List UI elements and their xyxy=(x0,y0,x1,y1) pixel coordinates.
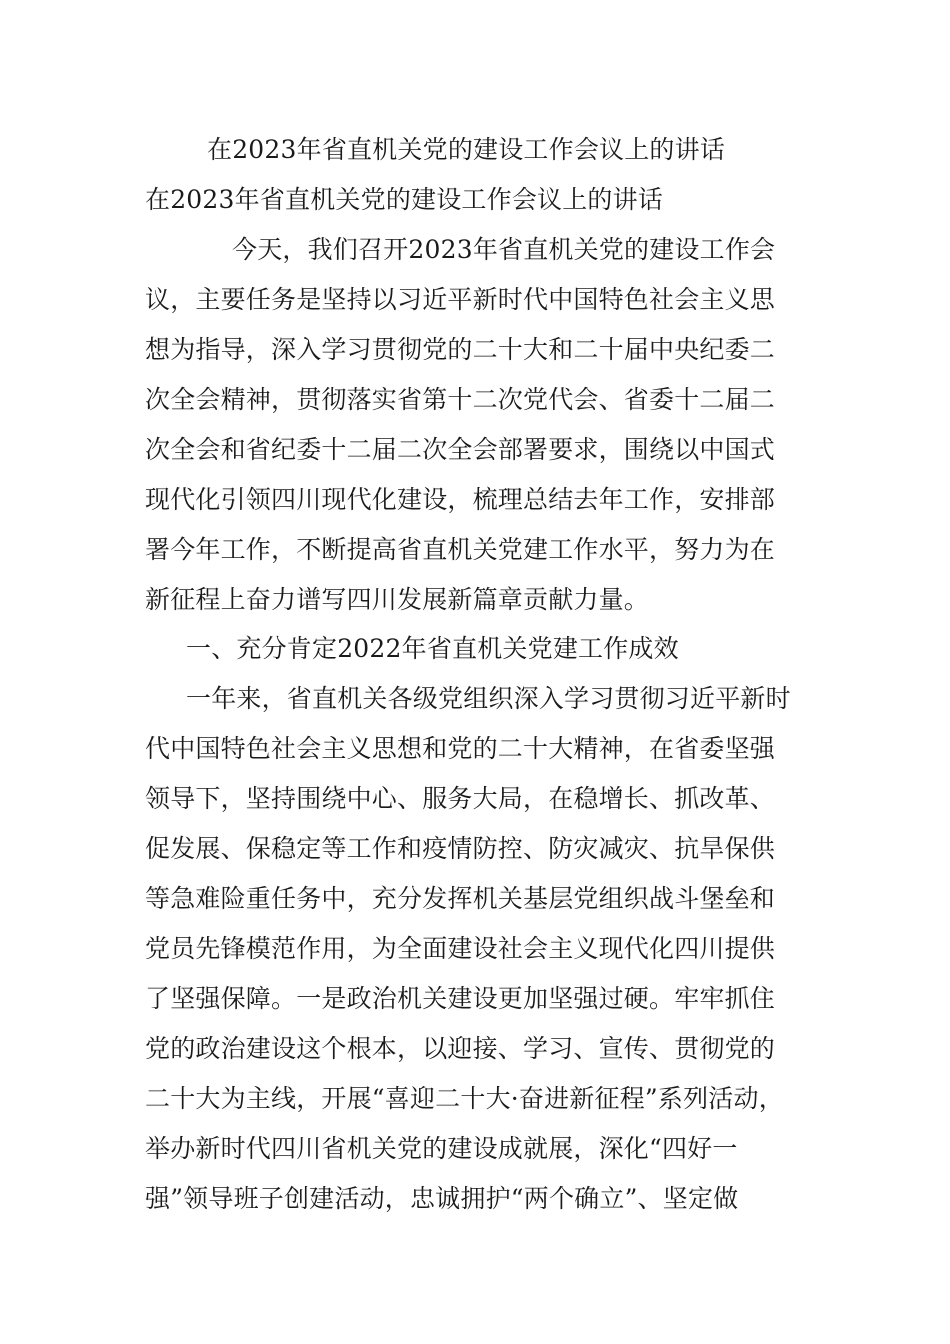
paragraph-line: 署今年工作，不断提高省直机关党建工作水平，努力为在 xyxy=(145,535,776,564)
paragraph-line: 一年来，省直机关各级党组织深入学习贯彻习近平新时 xyxy=(186,684,791,713)
paragraph-line: 强”领导班子创建活动，忠诚拥护“两个确立”、坚定做 xyxy=(145,1184,739,1213)
paragraph-line: 党员先锋模范作用，为全面建设社会主义现代化四川提供 xyxy=(145,934,776,963)
paragraph-line: 新征程上奋力谱写四川发展新篇章贡献力量。 xyxy=(145,585,650,614)
paragraph-line: 促发展、保稳定等工作和疫情防控、防灾减灾、抗旱保供 xyxy=(145,834,776,863)
paragraph-line: 次全会精神，贯彻落实省第十二次党代会、省委十二届二 xyxy=(145,385,776,414)
paragraph-line: 等急难险重任务中，充分发挥机关基层党组织战斗堡垒和 xyxy=(145,884,776,913)
paragraph-line: 领导下，坚持围绕中心、服务大局，在稳增长、抓改革、 xyxy=(145,784,776,813)
paragraph-line: 今天，我们召开2023年省直机关党的建设工作会 xyxy=(232,235,776,264)
paragraph-line: 二十大为主线，开展“喜迎二十大·奋进新征程”系列活动， xyxy=(145,1084,784,1113)
paragraph-line: 举办新时代四川省机关党的建设成就展，深化“四好一 xyxy=(145,1134,738,1163)
paragraph-line: 现代化引领四川现代化建设，梳理总结去年工作，安排部 xyxy=(145,485,776,514)
paragraph-line: 议，主要任务是坚持以习近平新时代中国特色社会主义思 xyxy=(145,285,776,314)
document-title-centered: 在2023年省直机关党的建设工作会议上的讲话 xyxy=(207,135,726,164)
document-title: 在2023年省直机关党的建设工作会议上的讲话 xyxy=(145,185,664,214)
paragraph-line: 党的政治建设这个根本，以迎接、学习、宣传、贯彻党的 xyxy=(145,1034,776,1063)
paragraph-line: 代中国特色社会主义思想和党的二十大精神，在省委坚强 xyxy=(145,734,776,763)
paragraph-line: 次全会和省纪委十二届二次全会部署要求，围绕以中国式 xyxy=(145,435,776,464)
paragraph-line: 了坚强保障。一是政治机关建设更加坚强过硬。牢牢抓住 xyxy=(145,984,776,1013)
section-heading: 一、充分肯定2022年省直机关党建工作成效 xyxy=(186,634,679,663)
paragraph-line: 想为指导，深入学习贯彻党的二十大和二十届中央纪委二 xyxy=(145,335,776,364)
